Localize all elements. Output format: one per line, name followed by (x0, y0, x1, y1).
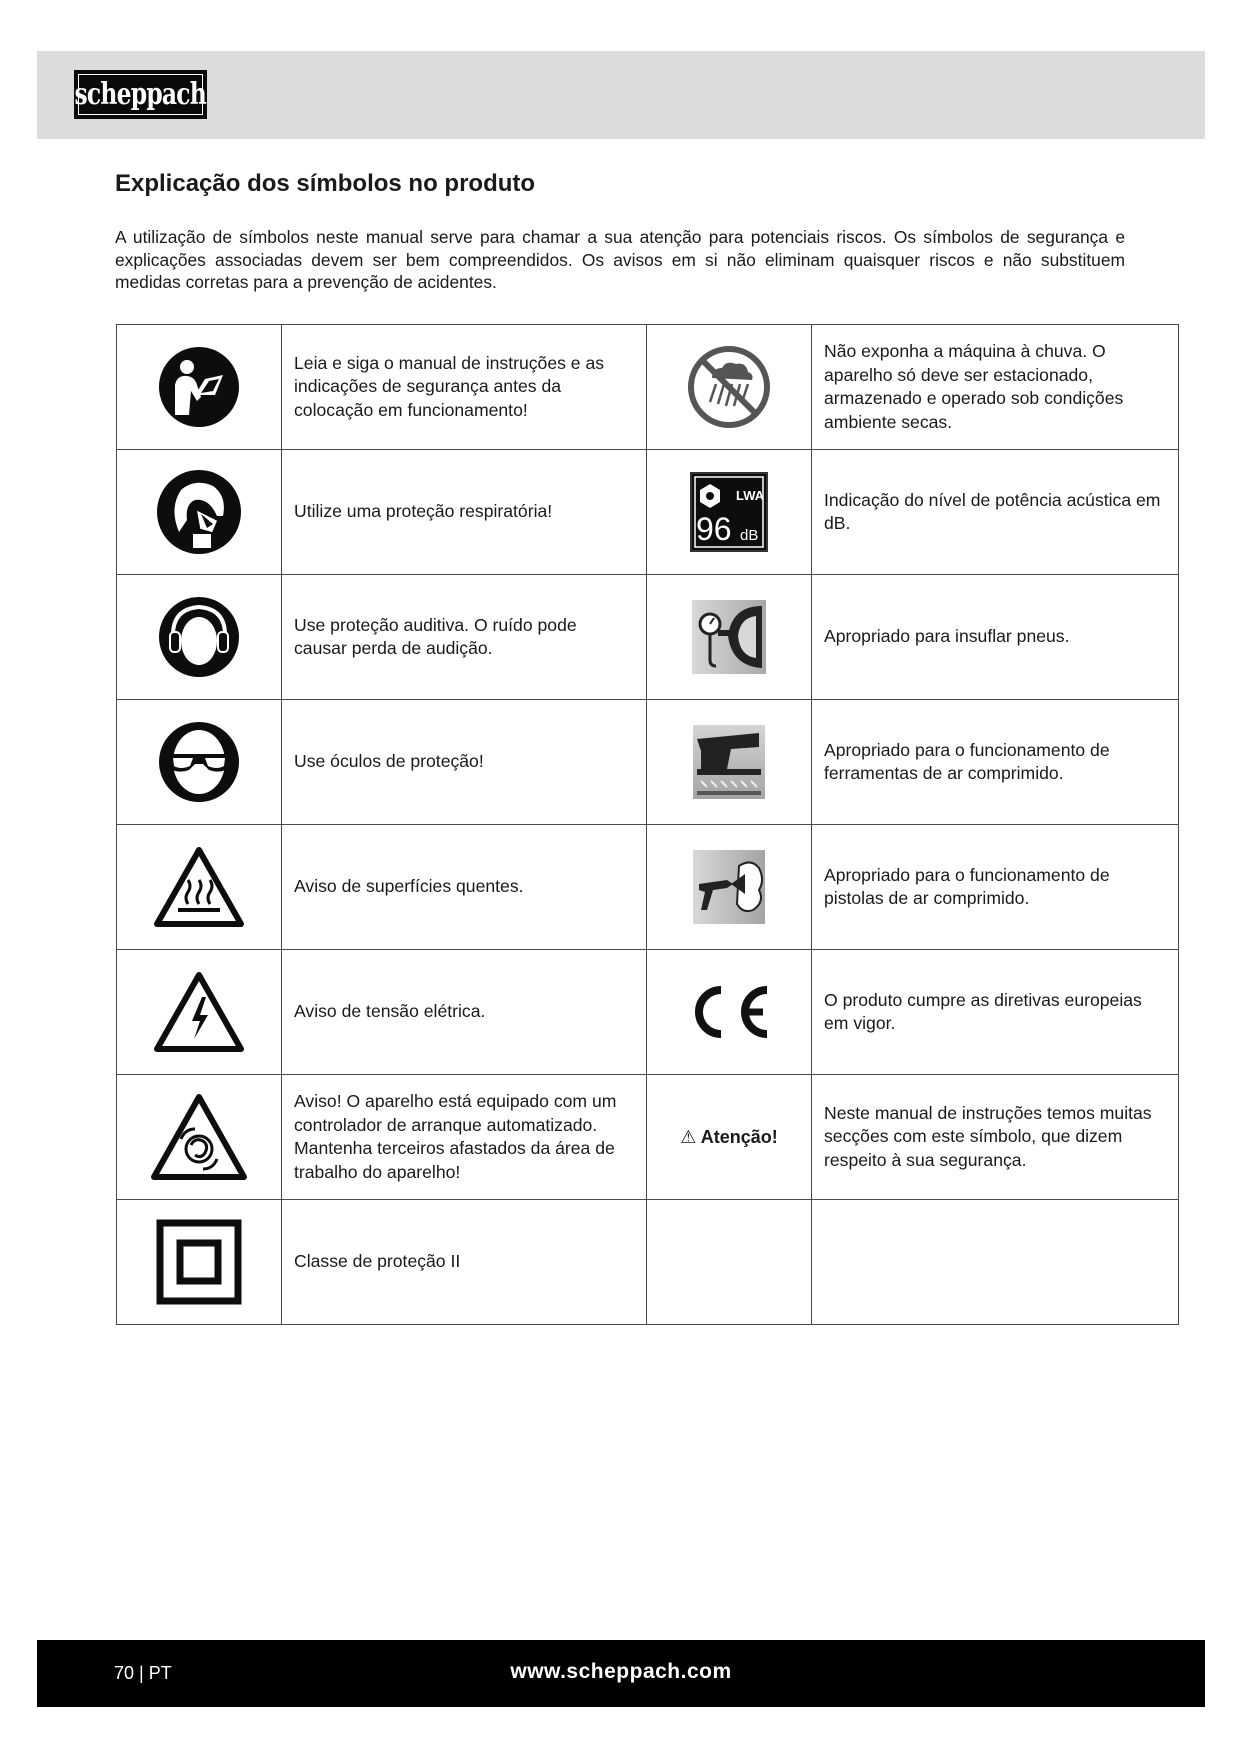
symbol-description: Use óculos de proteção! (282, 700, 647, 825)
tyre-inflation-icon (692, 600, 766, 674)
icon-cell (117, 700, 282, 825)
ce-mark-icon (687, 982, 771, 1042)
logo-text: scheppach (74, 77, 207, 112)
symbol-description: Apropriado para o funcionamento de ferramentas de ar comprimido. (812, 700, 1179, 825)
sound-level-label: LWA (736, 488, 765, 503)
icon-cell (647, 1075, 812, 1200)
icon-cell (117, 1200, 282, 1325)
icon-cell (117, 325, 282, 450)
air-tool-icon (693, 725, 765, 799)
icon-cell (647, 575, 812, 700)
symbol-description: Apropriado para insuflar pneus. (812, 575, 1179, 700)
sound-power-icon (690, 472, 768, 552)
icon-cell (117, 1075, 282, 1200)
symbol-description: Indicação do nível de potência acústica em dB. (812, 450, 1179, 575)
icon-cell (647, 325, 812, 450)
symbols-table (116, 324, 1179, 1325)
icon-cell (117, 450, 282, 575)
no-rain-icon (686, 344, 772, 430)
page-title: Explicação dos símbolos no produto (115, 170, 536, 197)
header-band (37, 51, 1205, 139)
electric-voltage-warning-icon (154, 971, 244, 1053)
protection-class-ii-icon (156, 1219, 242, 1305)
scheppach-logo (74, 70, 207, 119)
symbol-description: Não exponha a máquina à chuva. O aparelho só deve ser estacionado, armazenado e operado sob condições ambiente secas. (812, 325, 1179, 450)
sound-level-value: 96 (696, 511, 732, 547)
icon-cell (117, 575, 282, 700)
table-row (117, 700, 1179, 825)
table-row (117, 950, 1179, 1075)
table-row (117, 1200, 1179, 1325)
symbol-description: Use proteção auditiva. O ruído pode causar perda de audição. (282, 575, 647, 700)
table-row (117, 450, 1179, 575)
symbol-description: Aviso! O aparelho está equipado com um controlador de arranque automatizado. Mantenha terceiros afastados da área de trabalho do aparelho! (282, 1075, 647, 1200)
icon-cell (647, 450, 812, 575)
table-row (117, 325, 1179, 450)
empty-cell (812, 1200, 1179, 1325)
respiratory-protection-icon (155, 468, 243, 556)
table-row (117, 575, 1179, 700)
icon-cell (647, 950, 812, 1075)
website-link[interactable]: www.scheppach.com (510, 1660, 732, 1683)
table-row (117, 825, 1179, 950)
attention-label: ⚠ Atenção! (680, 1126, 778, 1147)
hearing-protection-icon (157, 595, 241, 679)
page-number: 70 | PT (114, 1663, 172, 1683)
footer (37, 1640, 1205, 1707)
empty-cell (647, 1200, 812, 1325)
air-gun-icon (693, 850, 765, 924)
symbol-description: Apropriado para o funcionamento de pistolas de ar comprimido. (812, 825, 1179, 950)
icon-cell (117, 825, 282, 950)
icon-cell (647, 825, 812, 950)
symbol-description: Classe de proteção II (282, 1200, 647, 1325)
eye-protection-icon (157, 720, 241, 804)
symbol-description: Utilize uma proteção respiratória! (282, 450, 647, 575)
icon-cell (647, 700, 812, 825)
icon-cell (117, 950, 282, 1075)
symbol-description: Neste manual de instruções temos muitas secções com este símbolo, que dizem respeito à sua segurança. (812, 1075, 1179, 1200)
symbol-description: Aviso de tensão elétrica. (282, 950, 647, 1075)
auto-start-warning-icon (151, 1093, 247, 1181)
sound-level-unit: dB (740, 527, 759, 544)
read-manual-icon (157, 345, 241, 429)
table-row (117, 1075, 1179, 1200)
symbol-description: O produto cumpre as diretivas europeias em vigor. (812, 950, 1179, 1075)
hot-surface-warning-icon (154, 846, 244, 928)
symbol-description: Leia e siga o manual de instruções e as indicações de segurança antes da colocação em funcionamento! (282, 325, 647, 450)
symbol-description: Aviso de superfícies quentes. (282, 825, 647, 950)
intro-paragraph: A utilização de símbolos neste manual serve para chamar a sua atenção para potenciais riscos. Os símbolos de segurança e explicações associadas devem ser bem compreendidos. Os avisos em si não eliminam quaisquer riscos e não substituem medidas corretas para a prevenção de acidentes. (115, 227, 1125, 293)
